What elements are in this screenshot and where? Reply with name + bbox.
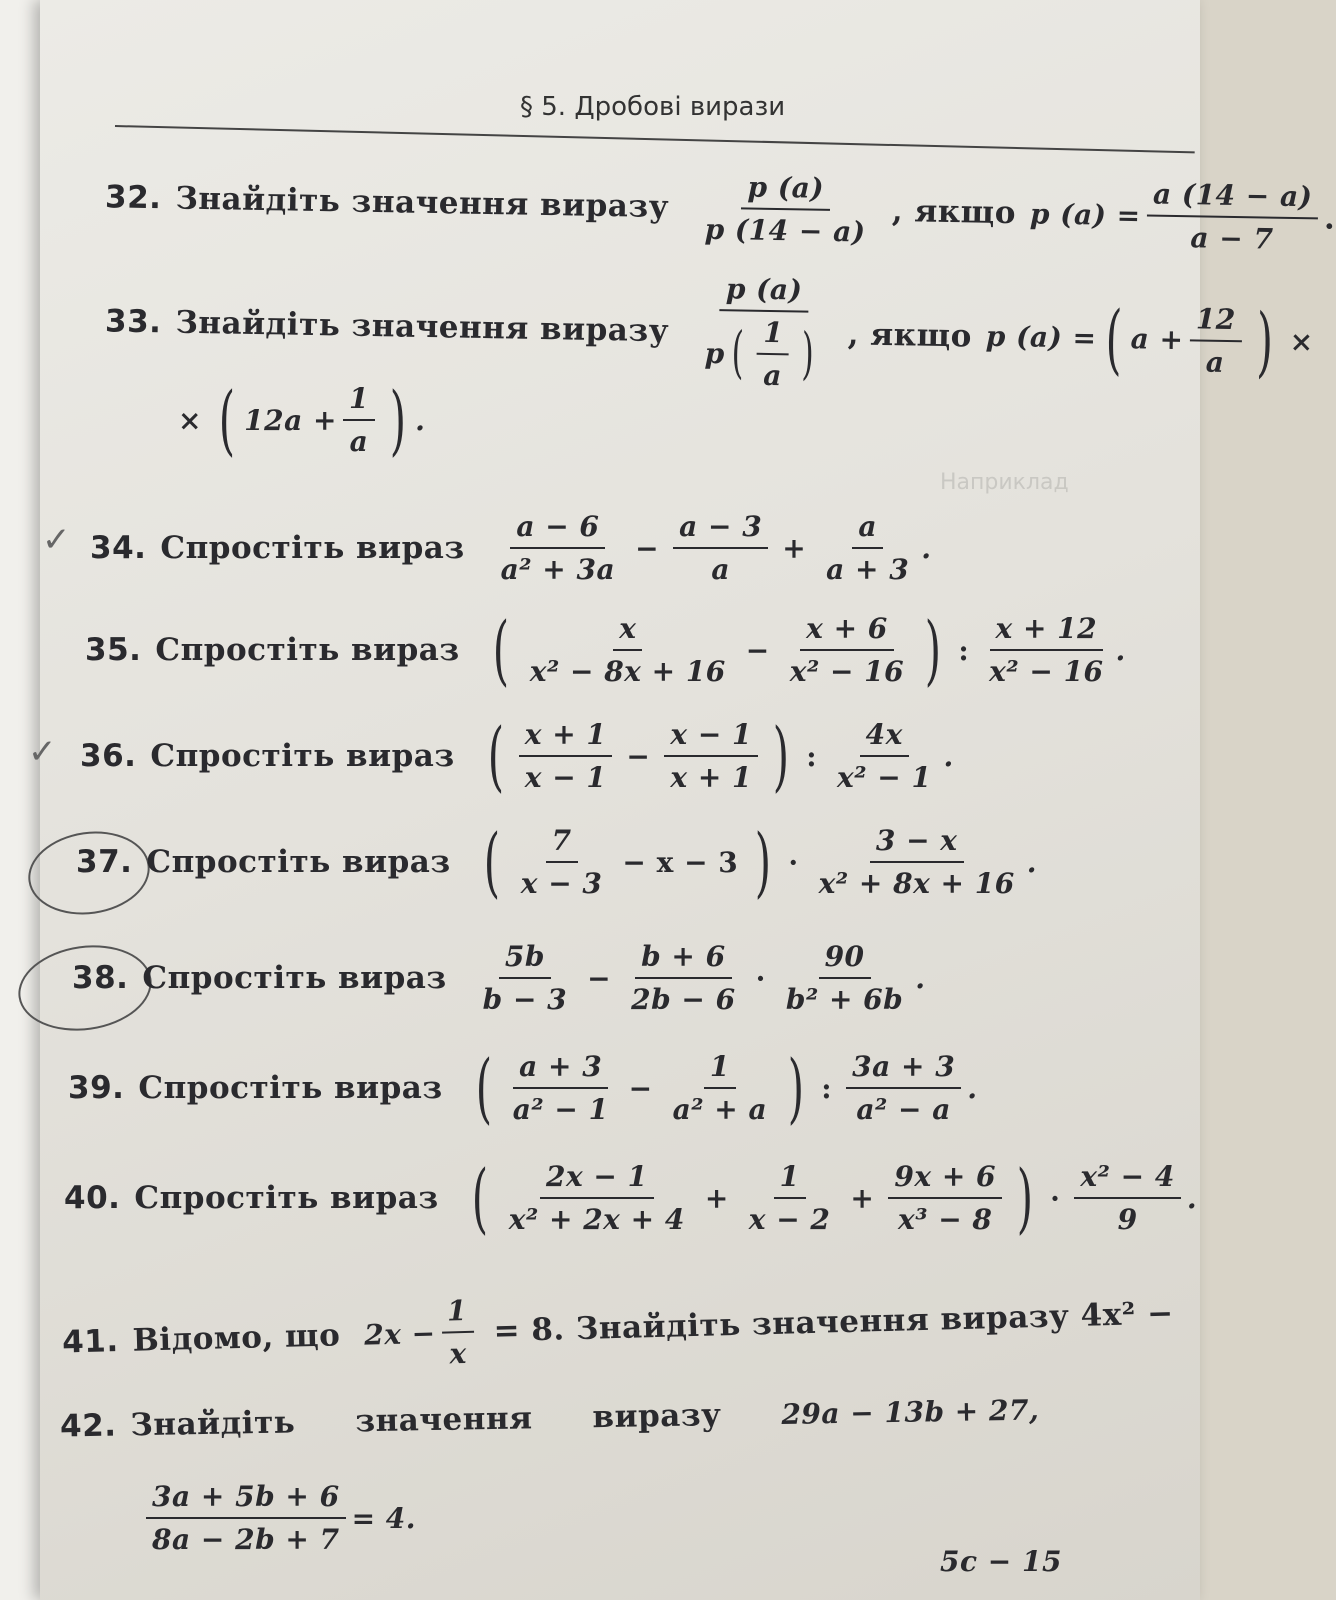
page-margin	[0, 0, 40, 1600]
problem-43-fragment: 5c − 15	[940, 1545, 1062, 1578]
textbook-page	[28, 0, 1336, 1600]
problem-33-continued: × ( 12a + $\frac{1}{a}$ ) .	[178, 375, 426, 464]
problem-42-condition: $\frac{3a + 5b + 6}{8a - 2b + 7}$ = 4.	[140, 1480, 416, 1556]
problem-32: 32. Знайдіть значення виразу $\frac{p (a)}{p (14 - a)}$ , якщо p (a) = $\frac{a (14 - a)}{a - 7}$ .	[104, 170, 1336, 256]
problem-37: 37. Спростіть вираз ( $\frac{7}{x - 3}$ − x − 3 ) · $\frac{3 - x}{\text{x² + 8x + 16}}$ .	[76, 817, 1037, 906]
problem-38: 38. Спростіть вираз $\frac{5b}{b - 3}$ − $\frac{b + 6}{2b - 6}$ · $\frac{90}{\text{b² + 6b}}$ .	[72, 940, 926, 1016]
problem-42: 42. Знайдіть значення виразу 29a − 13b + 27,	[59, 1392, 1040, 1445]
bleed-through-text: Наприклад	[940, 470, 1069, 495]
problem-39: 39. Спростіть вираз ( $\frac{a + 3}{\text{a² − 1}}$ − $\frac{1}{\text{a² + a}}$ ) : $\frac{3a + 3}{\text{a² − a}}$ .	[68, 1043, 978, 1132]
problem-36: 36. Спростіть вираз ( $\frac{x + 1}{x - 1}$ − $\frac{x - 1}{x + 1}$ ) : $\frac{4x}{\text{x² − 1}}$ .	[80, 711, 954, 800]
problem-40: 40. Спростіть вираз ( $\frac{2x - 1}{\text{x² + 2x + 4}}$ + $\frac{1}{x - 2}$ + $\frac{9x + 6}{\text{x³ − 8}}$ ) · $\frac{\text{x² − 4}}{9}$ .	[64, 1153, 1198, 1242]
problem-35: 35. Спростіть вираз ( $\frac{x}{\text{x² − 8x + 16}}$ − $\frac{x + 6}{\text{x² − 16}}$ ) : $\frac{x + 12}{\text{x² − 16}}$ .	[85, 605, 1126, 694]
checkmark-icon: ✓	[42, 520, 71, 560]
problem-41: 41. Відомо, що 2x − $\frac{1}{x}$ = 8. Знайдіть значення виразу 4x² −	[61, 1293, 1174, 1371]
checkmark-icon: ✓	[28, 732, 57, 772]
header-rule	[115, 125, 1195, 153]
problem-34: 34. Спростіть вираз $\frac{a - 6}{\text{a² + 3a}}$ − $\frac{a - 3}{a}$ + $\frac{a}{a + 3}$ .	[90, 510, 932, 586]
problem-33: 33. Знайдіть значення виразу p (a) p ( $\frac{1}{a}$ ) , якщо p (a) = ( a + $\frac{12}{a}$ ) ×	[104, 272, 1314, 393]
section-header: § 5. Дробові вирази	[520, 92, 786, 122]
